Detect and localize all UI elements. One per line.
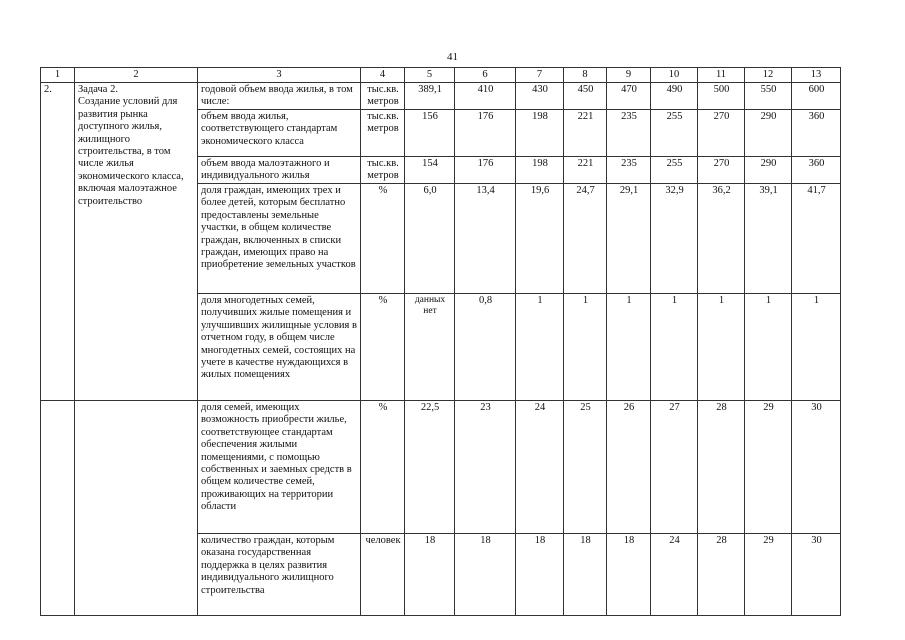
value-cell: 41,7 (792, 184, 841, 294)
column-number: 3 (198, 68, 361, 83)
value-cell: 360 (792, 110, 841, 157)
value-cell: данных нет (405, 294, 455, 401)
value-cell: 6,0 (405, 184, 455, 294)
indicator-cell: количество граждан, которым оказана государственная поддержка в целях развития индивидуального жилищного строительства (198, 534, 361, 616)
unit-cell: тыс.кв. метров (361, 110, 405, 157)
value-cell: 198 (516, 110, 564, 157)
value-cell: 500 (698, 83, 745, 110)
value-cell: 30 (792, 401, 841, 534)
value-cell: 27 (651, 401, 698, 534)
unit-cell: % (361, 294, 405, 401)
value-cell: 430 (516, 83, 564, 110)
value-cell: 360 (792, 157, 841, 184)
value-cell: 18 (516, 534, 564, 616)
column-number: 9 (607, 68, 651, 83)
column-number: 10 (651, 68, 698, 83)
value-cell: 550 (745, 83, 792, 110)
value-cell: 28 (698, 401, 745, 534)
unit-cell: человек (361, 534, 405, 616)
value-cell: 1 (745, 294, 792, 401)
column-number: 2 (75, 68, 198, 83)
value-cell: 1 (698, 294, 745, 401)
indicator-cell: объем ввода жилья, соответствующего стандартам экономического класса (198, 110, 361, 157)
value-cell: 154 (405, 157, 455, 184)
value-cell: 18 (455, 534, 516, 616)
value-cell: 19,6 (516, 184, 564, 294)
value-cell: 176 (455, 110, 516, 157)
value-cell: 39,1 (745, 184, 792, 294)
value-cell: 221 (564, 110, 607, 157)
value-cell: 0,8 (455, 294, 516, 401)
value-cell: 32,9 (651, 184, 698, 294)
indicator-cell: объем ввода малоэтажного и индивидуального жилья (198, 157, 361, 184)
table-row (41, 83, 841, 110)
value-cell: 29 (745, 534, 792, 616)
value-cell: 235 (607, 110, 651, 157)
value-cell: 176 (455, 157, 516, 184)
value-cell: 28 (698, 534, 745, 616)
value-cell: 270 (698, 110, 745, 157)
value-cell: 36,2 (698, 184, 745, 294)
value-cell: 13,4 (455, 184, 516, 294)
value-cell: 389,1 (405, 83, 455, 110)
column-number: 13 (792, 68, 841, 83)
task-description: Задача 2. Создание условий для развития рынка доступного жилья, жилищного строительства, в том числе жилья экономического класса, включая малоэтажное строительство (75, 83, 198, 401)
indicator-cell: доля многодетных семей, получивших жилые помещения и улучшивших жилищные условия в отчетном году, в общем числе многодетных семей, состоящих на учете в качестве нуждающихся в жилых помещениях (198, 294, 361, 401)
value-cell: 600 (792, 83, 841, 110)
indicator-cell: годовой объем ввода жилья, в том числе: (198, 83, 361, 110)
value-cell: 450 (564, 83, 607, 110)
value-cell: 24 (516, 401, 564, 534)
value-cell: 25 (564, 401, 607, 534)
value-cell: 26 (607, 401, 651, 534)
indicators-table (40, 67, 841, 616)
value-cell: 30 (792, 534, 841, 616)
value-cell: 18 (405, 534, 455, 616)
column-number: 11 (698, 68, 745, 83)
value-cell: 1 (607, 294, 651, 401)
column-number: 8 (564, 68, 607, 83)
value-cell: 1 (792, 294, 841, 401)
empty-cell (75, 401, 198, 616)
value-cell: 255 (651, 157, 698, 184)
value-cell: 29 (745, 401, 792, 534)
value-cell: 235 (607, 157, 651, 184)
value-cell: 1 (564, 294, 607, 401)
value-cell: 255 (651, 110, 698, 157)
page-number: 41 (447, 51, 458, 63)
unit-cell: % (361, 401, 405, 534)
column-number: 7 (516, 68, 564, 83)
value-cell: 24 (651, 534, 698, 616)
column-number: 5 (405, 68, 455, 83)
unit-cell: тыс.кв. метров (361, 83, 405, 110)
empty-cell (41, 401, 75, 616)
column-number: 12 (745, 68, 792, 83)
task-number: 2. (41, 83, 75, 401)
column-number: 1 (41, 68, 75, 83)
value-cell: 490 (651, 83, 698, 110)
value-cell: 156 (405, 110, 455, 157)
table-row (41, 401, 841, 534)
column-number: 4 (361, 68, 405, 83)
value-cell: 1 (651, 294, 698, 401)
value-cell: 22,5 (405, 401, 455, 534)
value-cell: 23 (455, 401, 516, 534)
value-cell: 1 (516, 294, 564, 401)
value-cell: 18 (607, 534, 651, 616)
indicator-cell: доля семей, имеющих возможность приобрести жилье, соответствующее стандартам обеспечения жилыми помещениями, с помощью собственных и заемных средств в общем количестве семей, проживающих на территории области (198, 401, 361, 534)
column-number-row (41, 68, 841, 83)
value-cell: 470 (607, 83, 651, 110)
column-number: 6 (455, 68, 516, 83)
value-cell: 290 (745, 157, 792, 184)
unit-cell: % (361, 184, 405, 294)
value-cell: 198 (516, 157, 564, 184)
value-cell: 290 (745, 110, 792, 157)
value-cell: 24,7 (564, 184, 607, 294)
indicator-cell: доля граждан, имеющих трех и более детей, которым бесплатно предоставлены земельные участки, в общем количестве граждан, включенных в списки граждан, имеющих право на приобретение земельных участков (198, 184, 361, 294)
unit-cell: тыс.кв. метров (361, 157, 405, 184)
value-cell: 410 (455, 83, 516, 110)
value-cell: 29,1 (607, 184, 651, 294)
value-cell: 18 (564, 534, 607, 616)
value-cell: 270 (698, 157, 745, 184)
value-cell: 221 (564, 157, 607, 184)
